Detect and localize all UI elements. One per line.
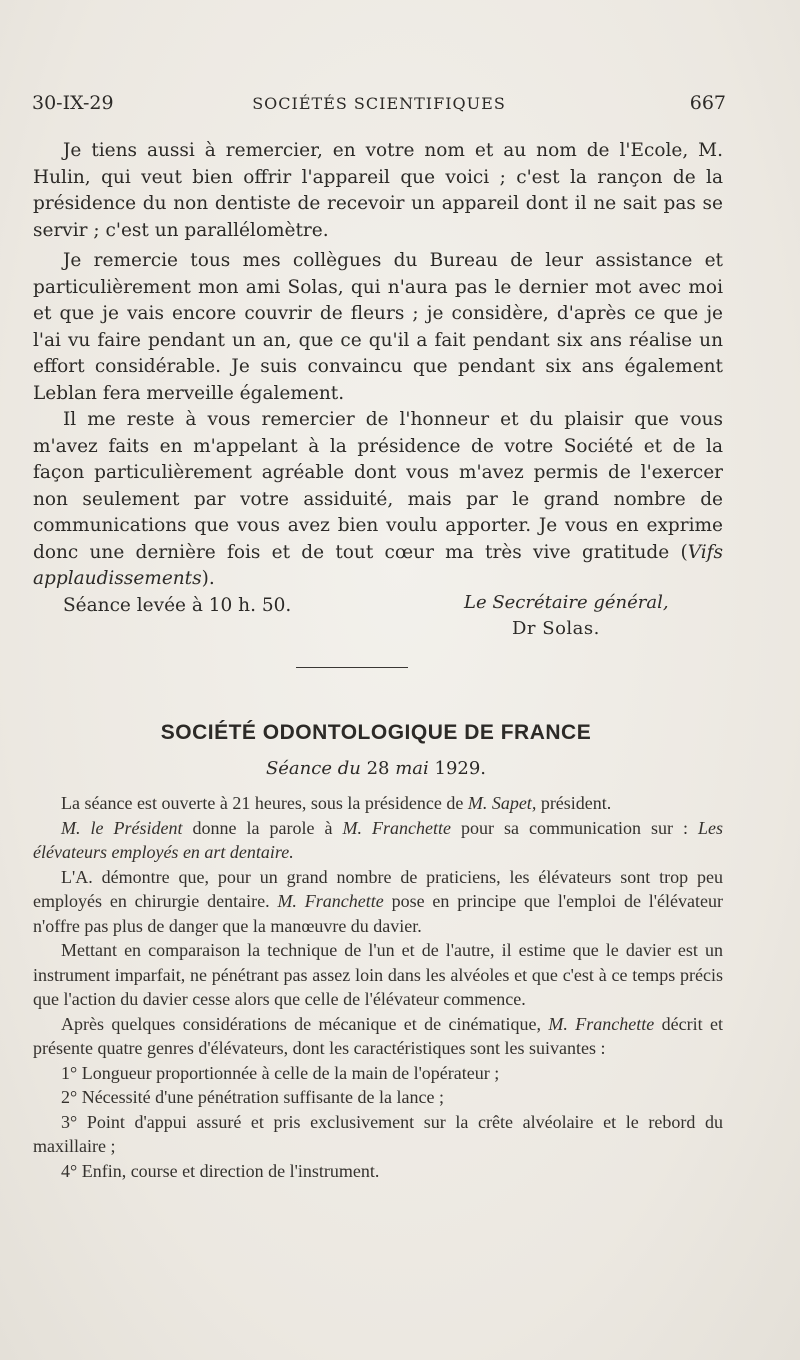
running-header — [32, 92, 726, 122]
page-number: 667 — [689, 92, 726, 114]
list-item: 1° Longueur proportionnée à celle de la main de l'opérateur ; — [61, 1062, 500, 1083]
closing-line: Séance levée à 10 h. 50. — [63, 594, 292, 616]
section-title: SOCIÉTÉ ODONTOLOGIQUE DE FRANCE — [160, 721, 592, 744]
header-title: SOCIÉTÉS SCIENTIFIQUES — [252, 94, 506, 113]
minutes-text — [33, 791, 723, 1183]
section-divider — [296, 667, 408, 668]
list-item: 3° Point d'appui assuré et pris exclusivement sur la crête alvéolaire et le rebord du maxillaire ; — [33, 1111, 723, 1156]
paragraph: Mettant en comparaison la technique de l'un et de l'autre, il estime que le davier est un instrument imparfait, ne pénétrant pas assez loin dans les alvéoles et que c'est à ce temps précis que l'action du davier cesse alors que celle de l'élévateur commence. — [33, 940, 723, 1009]
paragraph: Il me reste à vous remercier de l'honneur et du plaisir que vous m'avez faits en m'appelant à la présidence de votre Société et de la façon particulièrement agréable dont vous m'avez permis de l'exercer non seulement par votre assiduité, mais par le grand nombre de communications que vous avez bien voulu apporter. Je vous en exprime donc une dernière fois et de tout cœur ma très vive gratitude (Vifs applaudissements). — [33, 409, 723, 589]
paragraph: Je remercie tous mes collègues du Bureau de leur assistance et particulièrement mon ami Solas, qui n'aura pas le dernier mot avec moi et que je vais encore couvrir de fleurs ; je considère, d'après ce que je l'ai vu faire pendant un an, que ce qu'il a fait pendant six ans réalise un effort considérable. Je suis convaincu que pendant six ans également Leblan fera merveille également. — [33, 250, 723, 404]
signature-role: Le Secrétaire général, — [464, 592, 669, 613]
list-item: 4° Enfin, course et direction de l'instrument. — [61, 1160, 380, 1181]
header-date: 30-IX-29 — [32, 92, 114, 114]
speech-text — [33, 138, 723, 619]
paragraph: La séance est ouverte à 21 heures, sous la présidence de M. Sapet, président. — [61, 793, 612, 813]
list-item: 2° Nécessité d'une pénétration suffisante de la lance ; — [61, 1087, 444, 1107]
applause-note: Vifs applaudissements — [33, 541, 723, 589]
session-date: Séance du 28 mai 1929. — [265, 758, 487, 779]
paragraph: Après quelques considérations de mécanique et de cinématique, M. Franchette décrit et présente quatre genres d'élévateurs, dont les caractéristiques sont les suivantes : — [33, 1013, 723, 1058]
paragraph: Je tiens aussi à remercier, en votre nom et au nom de l'Ecole, M. Hulin, qui veut bien offrir l'appareil que voici ; c'est la rançon de la présidence du non dentiste de recevoir un appareil dont il ne sait pas se servir ; c'est un parallélomètre. — [33, 140, 723, 241]
paragraph: L'A. démontre que, pour un grand nombre de praticiens, les élévateurs sont trop peu employés en chirurgie dentaire. M. Franchette pose en principe que l'emploi de l'élévateur n'offre pas plus de danger que la manœuvre du davier. — [33, 866, 723, 936]
paragraph: M. le Président donne la parole à M. Franchette pour sa communication sur : Les élévateurs employés en art dentaire. — [33, 817, 723, 862]
signature-name: Dr Solas. — [512, 618, 600, 639]
